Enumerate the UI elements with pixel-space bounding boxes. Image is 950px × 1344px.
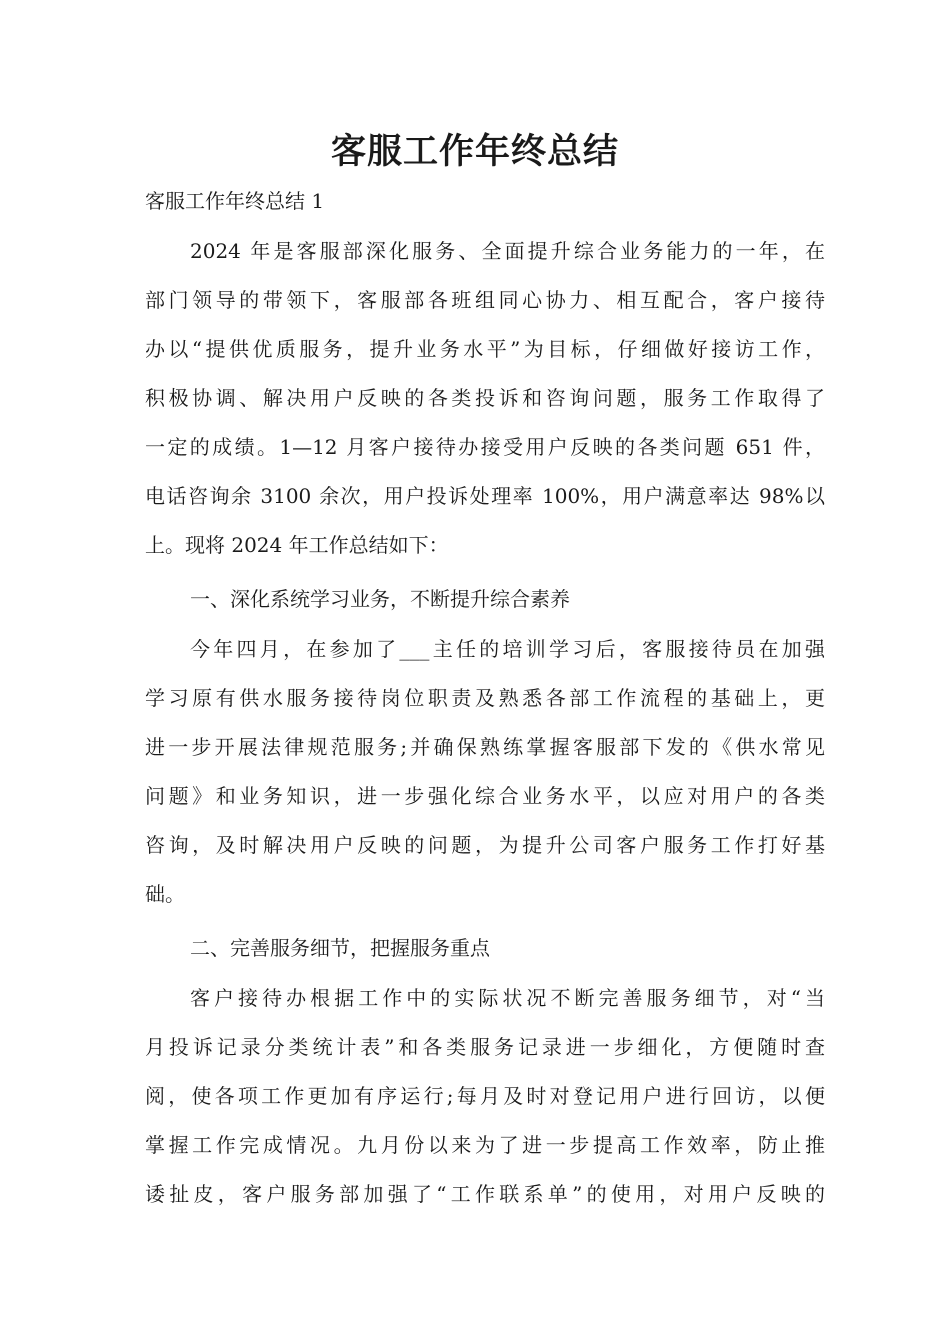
paragraph-1-line: 电话咨询余 3100 余次，用户投诉处理率 100%，用户满意率达 98%以 (145, 484, 825, 508)
paragraph-2-line: 进一步开展法律规范服务;并确保熟练掌握客服部下发的《供水常见 (145, 735, 825, 759)
paragraph-3-line: 掌握工作完成情况。九月份以来为了进一步提高工作效率，防止推 (145, 1133, 825, 1157)
paragraph-2-line: 学习原有供水服务接待岗位职责及熟悉各部工作流程的基础上，更 (145, 686, 825, 710)
paragraph-2-line: 今年四月，在参加了___主任的培训学习后，客服接待员在加强 (190, 637, 825, 661)
paragraph-1-line: 2024 年是客服部深化服务、全面提升综合业务能力的一年，在 (190, 239, 825, 263)
paragraph-3-line: 阅，使各项工作更加有序运行;每月及时对登记用户进行回访，以便 (145, 1084, 825, 1108)
paragraph-2-line: 咨询，及时解决用户反映的问题，为提升公司客户服务工作打好基 (145, 833, 825, 857)
paragraph-2-line: 问题》和业务知识，进一步强化综合业务水平，以应对用户的各类 (145, 784, 825, 808)
section-heading-1: 一、深化系统学习业务，不断提升综合素养 (190, 587, 570, 611)
paragraph-1-line: 部门领导的带领下，客服部各班组同心协力、相互配合，客户接待 (145, 288, 825, 312)
paragraph-3-line: 月投诉记录分类统计表”和各类服务记录进一步细化，方便随时查 (145, 1035, 825, 1059)
document-subtitle: 客服工作年终总结 1 (145, 189, 325, 213)
paragraph-3-line: 客户接待办根据工作中的实际状况不断完善服务细节，对“当 (190, 986, 825, 1010)
paragraph-2-line: 础。 (145, 882, 185, 906)
paragraph-1-line: 上。现将 2024 年工作总结如下： (145, 533, 449, 557)
paragraph-3-line: 诿扯皮，客户服务部加强了“工作联系单”的使用，对用户反映的 (145, 1182, 825, 1206)
paragraph-1-line: 积极协调、解决用户反映的各类投诉和咨询问题，服务工作取得了 (145, 386, 825, 410)
document-title: 客服工作年终总结 (330, 132, 619, 172)
section-heading-2: 二、完善服务细节，把握服务重点 (190, 936, 490, 960)
paragraph-1-line: 一定的成绩。1—12 月客户接待办接受用户反映的各类问题 651 件， (145, 435, 825, 459)
paragraph-1-line: 办以“提供优质服务，提升业务水平”为目标，仔细做好接访工作， (145, 337, 825, 361)
